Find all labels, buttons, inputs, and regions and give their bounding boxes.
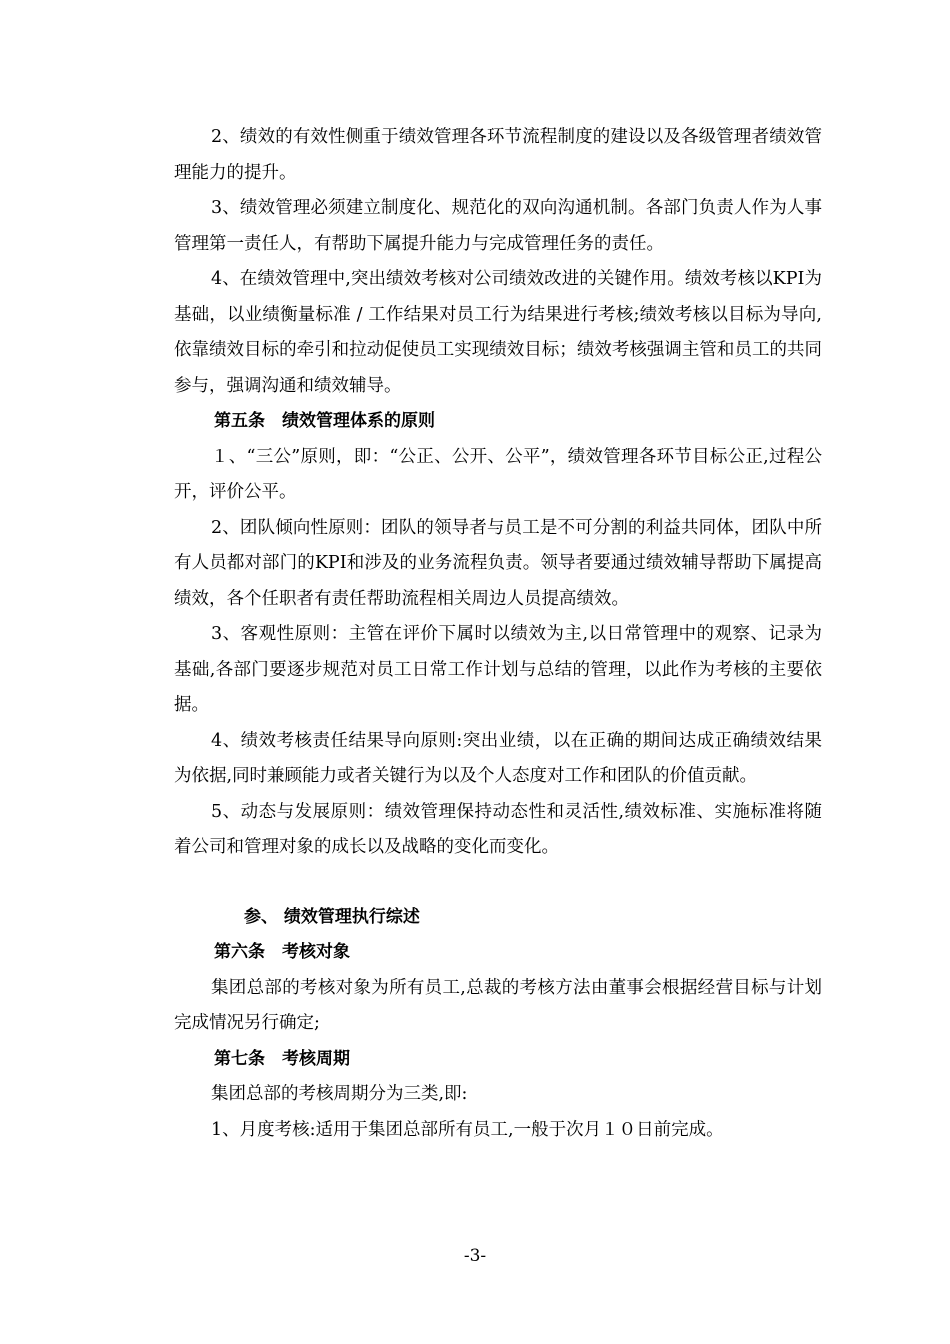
- paragraph: 集团总部的考核对象为所有员工,总裁的考核方法由董事会根据经营目标与计划完成情况另行确定;: [174, 977, 822, 1033]
- paragraph: １、“三公”原则，即：“公正、公开、公平”，绩效管理各环节目标公正,过程公开，评价公平。: [174, 446, 822, 502]
- paragraph: 2、团队倾向性原则：团队的领导者与员工是不可分割的利益共同体，团队中所有人员都对部门的KPI和涉及的业务流程负责。领导者要通过绩效辅导帮助下属提高绩效，各个任职者有责任帮助流程相关周边人员提高绩效。: [174, 517, 822, 609]
- spacer: [174, 866, 822, 900]
- paragraph: 4、在绩效管理中,突出绩效考核对公司绩效改进的关键作用。绩效考核以KPI为基础，以业绩衡量标准 / 工作结果对员工行为结果进行考核;绩效考核以目标为导向,依靠绩效目标的牵引和拉动促使员工实现绩效目标；绩效考核强调主管和员工的共同参与，强调沟通和绩效辅导。: [174, 269, 822, 396]
- paragraph: 4、绩效考核责任结果导向原则:突出业绩，以在正确的期间达成正确绩效结果为依据,同时兼顾能力或者关键行为以及个人态度对工作和团队的价值贡献。: [174, 730, 822, 786]
- paragraph: 3、绩效管理必须建立制度化、规范化的双向沟通机制。各部门负责人作为人事管理第一责任人，有帮助下属提升能力与完成管理任务的责任。: [174, 198, 822, 254]
- article-heading: 第七条 考核周期: [214, 1048, 350, 1069]
- section-heading: 参、 绩效管理执行综述: [244, 906, 420, 927]
- paragraph: 2、绩效的有效性侧重于绩效管理各环节流程制度的建设以及各级管理者绩效管理能力的提升。: [174, 127, 822, 183]
- paragraph: 集团总部的考核周期分为三类,即:: [211, 1084, 468, 1104]
- article-heading: 第六条 考核对象: [214, 942, 350, 962]
- body-text: [174, 120, 822, 1148]
- paragraph: 5、动态与发展原则：绩效管理保持动态性和灵活性,绩效标准、实施标准将随着公司和管理对象的成长以及战略的变化而变化。: [174, 801, 822, 857]
- paragraph: 1、月度考核:适用于集团总部所有员工,一般于次月１０日前完成。: [211, 1119, 724, 1140]
- page-number: -3-: [463, 1246, 487, 1266]
- article-heading: 第五条 绩效管理体系的原则: [214, 411, 435, 431]
- paragraph: 3、客观性原则：主管在评价下属时以绩效为主,以日常管理中的观察、记录为基础,各部门要逐步规范对员工日常工作计划与总结的管理，以此作为考核的主要依据。: [174, 624, 822, 715]
